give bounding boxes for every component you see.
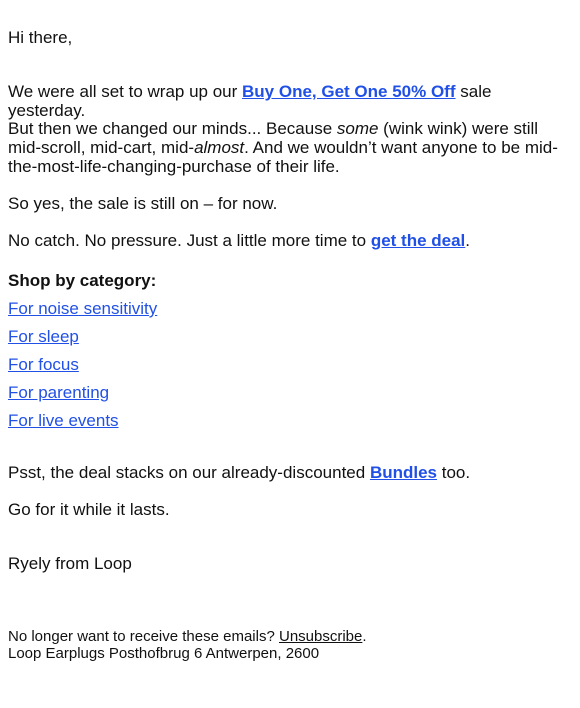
- p2-text-after: . And we wouldn’t want anyone to be mid-the-most-life-changing-purchase of their life.: [8, 138, 558, 176]
- category-link-live-events[interactable]: For live events: [8, 411, 119, 430]
- p2-emphasis-some: some: [336, 119, 379, 138]
- p5-text-before: Psst, the deal stacks on our already-discounted: [8, 463, 370, 482]
- category-link-sleep[interactable]: For sleep: [8, 327, 79, 346]
- signoff: Ryely from Loop: [8, 554, 132, 573]
- unsubscribe-link[interactable]: Unsubscribe: [278, 628, 363, 645]
- category-link-focus[interactable]: For focus: [8, 355, 79, 374]
- category-link-parenting[interactable]: For parenting: [8, 383, 110, 402]
- bundles-link[interactable]: Bundles: [369, 463, 437, 482]
- p2-text-middle: (wink wink) were still mid-scroll, mid-cart, mid-: [8, 119, 539, 157]
- bogo-sale-link[interactable]: Buy One, Get One 50% Off: [242, 82, 456, 101]
- p2-text-before: But then we changed our minds... Because: [8, 119, 337, 138]
- company-address: Loop Earplugs Posthofbrug 6 Antwerpen, 2600: [8, 645, 320, 662]
- changed-minds-paragraph: [8, 119, 564, 176]
- p4-text-before: No catch. No pressure. Just a little more time to: [8, 231, 371, 250]
- list-item: [8, 327, 157, 355]
- go-for-it-paragraph: Go for it while it lasts.: [8, 500, 170, 519]
- greeting: Hi there,: [8, 28, 73, 47]
- intro-paragraph: [8, 82, 568, 120]
- unsubscribe-line: [8, 628, 367, 645]
- shop-by-category-heading: Shop by category:: [8, 271, 157, 290]
- p5-text-after: too.: [437, 463, 471, 482]
- email-footer: [8, 628, 367, 662]
- list-item: [8, 411, 157, 439]
- intro-text-before: We were all set to wrap up our: [8, 82, 243, 101]
- get-the-deal-link[interactable]: get the deal: [370, 231, 466, 250]
- category-list: [8, 299, 157, 439]
- list-item: [8, 383, 157, 411]
- unsubscribe-prompt: No longer want to receive these emails?: [8, 628, 279, 645]
- unsubscribe-period: .: [362, 628, 367, 645]
- no-catch-paragraph: [8, 231, 470, 250]
- p2-emphasis-almost: almost: [194, 138, 245, 157]
- list-item: [8, 299, 157, 327]
- sale-still-on-paragraph: So yes, the sale is still on – for now.: [8, 194, 278, 213]
- p4-text-after: .: [465, 231, 471, 250]
- list-item: [8, 355, 157, 383]
- intro-text-after: sale yesterday.: [8, 82, 492, 120]
- category-link-noise-sensitivity[interactable]: For noise sensitivity: [8, 299, 158, 318]
- bundles-paragraph: [8, 463, 470, 482]
